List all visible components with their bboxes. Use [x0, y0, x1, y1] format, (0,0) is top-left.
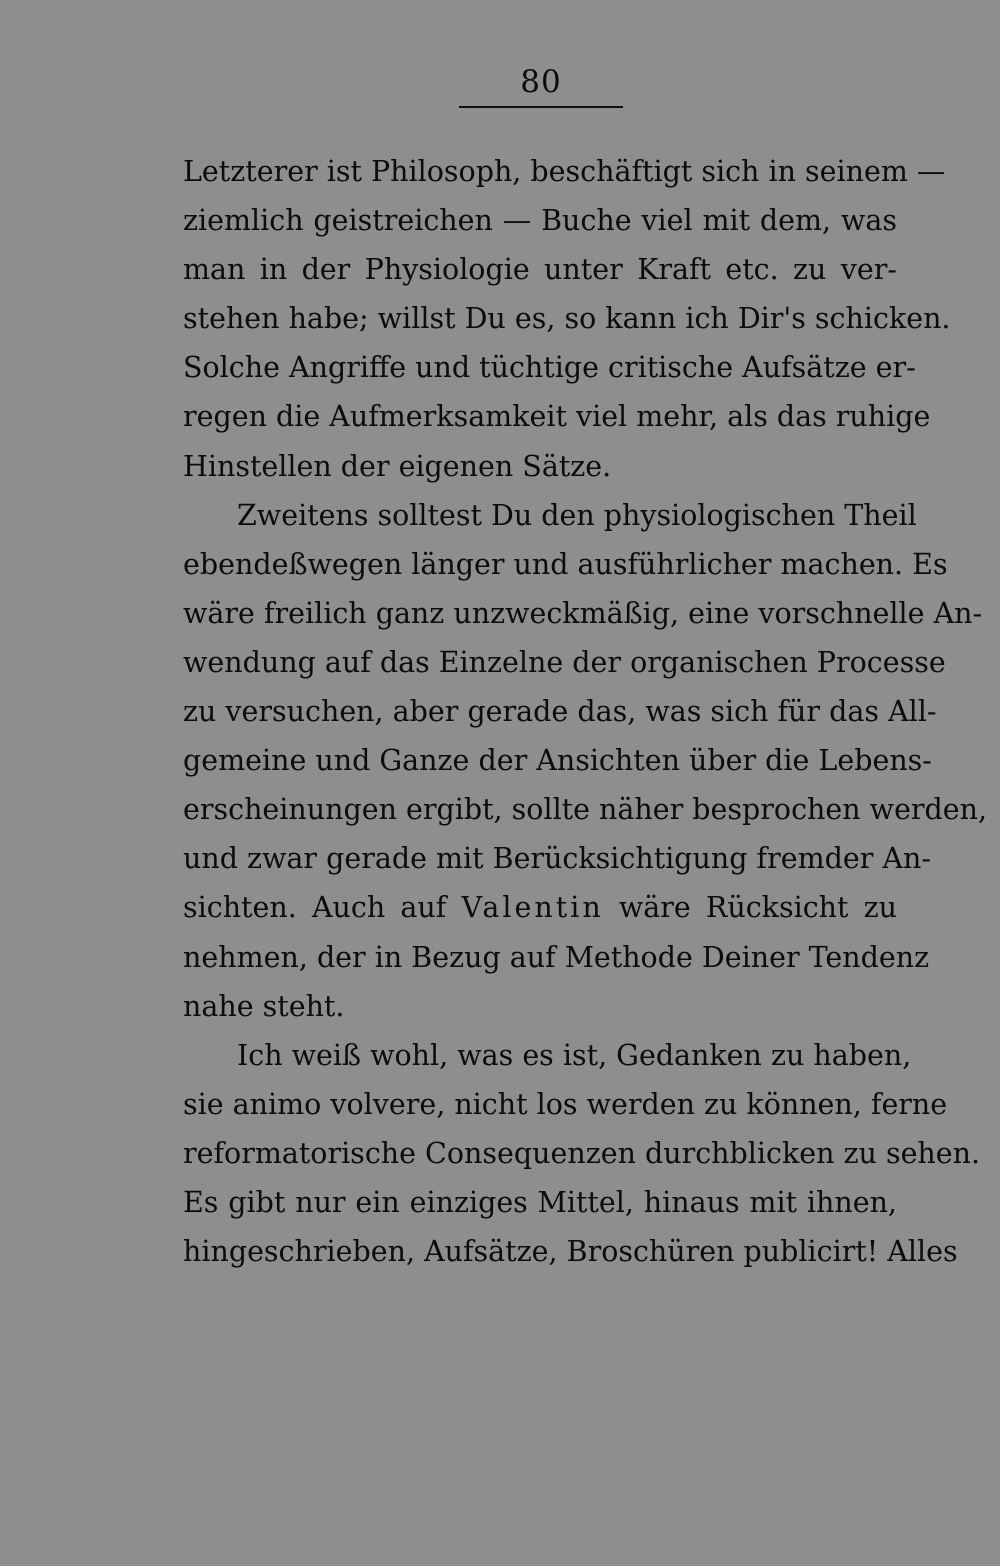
text-line: Zweitens solltest Du den physiologischen Theil [237, 498, 917, 532]
text-line: Letzterer ist Philosoph, beschäftigt sich in seinem — [183, 155, 946, 188]
text-line: regen die Aufmerksamkeit viel mehr, als das ruhige [183, 400, 931, 434]
text-line: erscheinungen ergibt, sollte näher besprochen werden, [183, 793, 988, 827]
text-line: stehen habe; willst Du es, so kann ich Dir's schicken. [183, 302, 951, 336]
text-segment: wäre Rücksicht zu [618, 891, 898, 925]
text-line: ebendeßwegen länger und ausführlicher machen. Es [183, 547, 948, 581]
text-line: Es gibt nur ein einziges Mittel, hinaus mit ihnen, [183, 1185, 897, 1219]
text-segment: sichten. Auch auf [183, 891, 447, 925]
text-line: nahe steht. [183, 989, 345, 1023]
text-line: ziemlich geistreichen — Buche viel mit dem, was [183, 204, 897, 238]
text-line: Hinstellen der eigenen Sätze. [183, 449, 612, 483]
text-line: man in der Physiologie unter Kraft etc. zu ver- [183, 253, 897, 287]
text-line: wäre freilich ganz unzweckmäßig, eine vorschnelle An- [183, 596, 983, 630]
paragraph [183, 491, 988, 1031]
text-line: und zwar gerade mit Berücksichtigung fremder An- [183, 842, 931, 876]
text-line [183, 883, 897, 932]
text-line: zu versuchen, aber gerade das, was sich für das All- [183, 695, 937, 729]
text-line: nehmen, der in Bezug auf Methode Deiner Tendenz [183, 940, 930, 974]
paragraph [183, 147, 951, 491]
paragraph [183, 1031, 981, 1276]
text-line: Solche Angriffe und tüchtige critische Aufsätze er- [183, 351, 916, 385]
text-line: Ich weiß wohl, was es ist, Gedanken zu haben, [237, 1038, 912, 1072]
header-rule [459, 106, 623, 108]
page-number: 80 [520, 64, 562, 100]
emphasized-name: Valentin [461, 891, 604, 925]
body-text [183, 147, 988, 1276]
text-line: reformatorische Consequenzen durchblicken zu sehen. [183, 1136, 981, 1170]
text-line: sie animo volvere, nicht los werden zu können, ferne [183, 1087, 948, 1121]
text-line: wendung auf das Einzelne der organischen Processe [183, 645, 946, 679]
text-line: gemeine und Ganze der Ansichten über die Lebens- [183, 744, 932, 778]
text-line: hingeschrieben, Aufsätze, Broschüren publicirt! Alles [183, 1235, 958, 1269]
